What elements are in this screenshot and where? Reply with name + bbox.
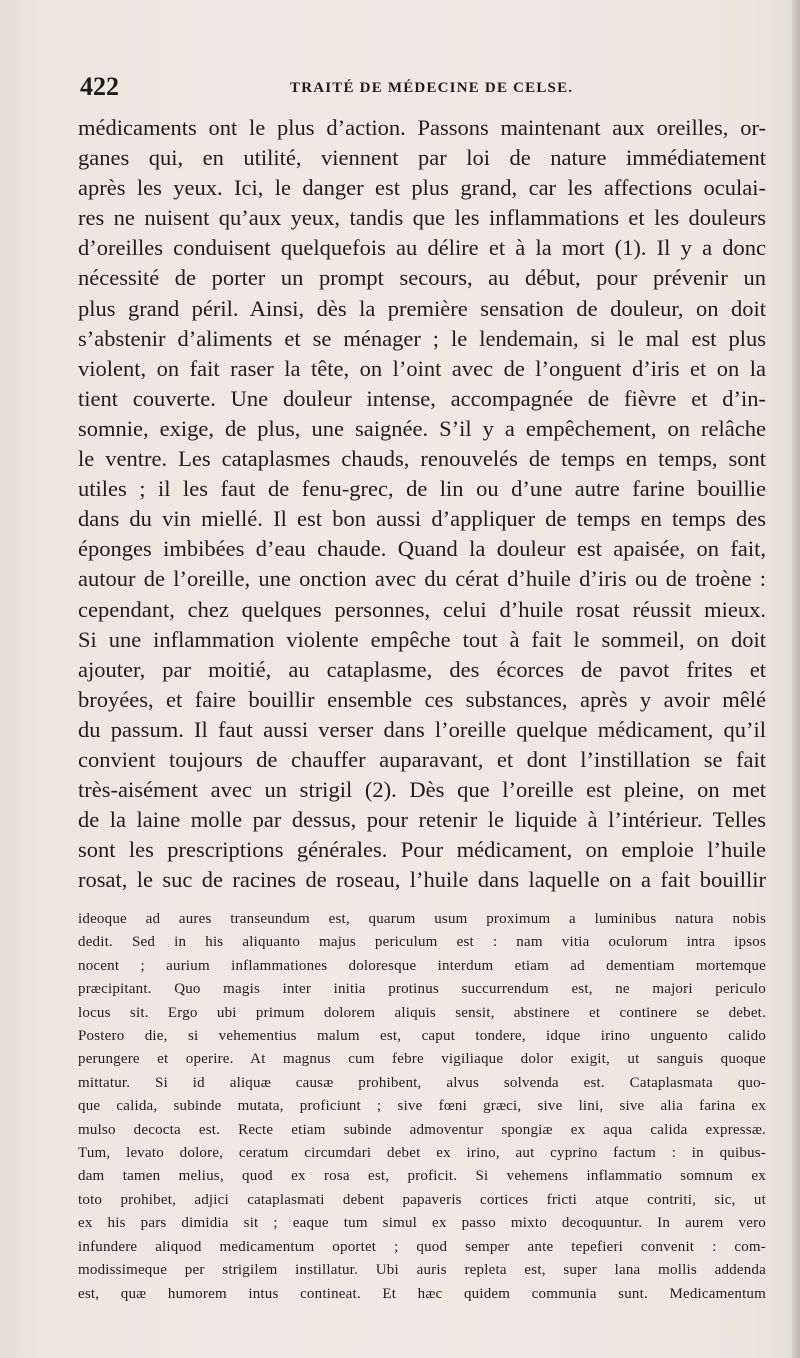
text-line: broyées, et faire bouillir ensemble ces substances, après y avoir mêlé [78, 686, 766, 712]
page-edge [792, 0, 800, 1358]
text-line: cependant, chez quelques personnes, celui d’huile rosat réussit mieux. [78, 596, 766, 622]
latin-line: modissimeque per strigilem instillatur. Ubi auris repleta est, super lana mollis addenda [78, 1262, 766, 1279]
text-line: utiles ; il les faut de fenu-grec, de lin ou d’une autre farine bouillie [78, 476, 766, 502]
text-line: après les yeux. Ici, le danger est plus grand, car les affections oculai- [78, 175, 766, 201]
latin-original-text [78, 908, 766, 1306]
latin-line: Tum, levato dolore, ceratum circumdari debet ex irino, aut cyprino factum : in quibus- [78, 1145, 766, 1162]
text-line: autour de l’oreille, une onction avec du cérat d’huile d’iris ou de troène : [78, 566, 766, 592]
latin-line: locus sit. Ergo ubi primum dolorem aliquis sensit, abstinere et continere se debet. [78, 1004, 766, 1021]
text-line: le ventre. Les cataplasmes chauds, renouvelés de temps en temps, sont [78, 446, 766, 472]
latin-line: ex his pars dimidia sit ; eaque tum simul ex passo mixto decoquuntur. In aurem vero [78, 1215, 766, 1232]
text-line: tient couverte. Une douleur intense, accompagnée de fièvre et d’in- [78, 385, 766, 411]
text-line: dans du vin miellé. Il est bon aussi d’appliquer de temps en temps des [78, 506, 766, 532]
latin-line: mittatur. Si id aliquæ causæ prohibent, alvus solvenda est. Cataplasmata quo- [78, 1074, 766, 1091]
latin-line: Postero die, si vehementius malum est, caput tondere, idque irino unguento calido [78, 1028, 766, 1045]
text-line: rosat, le suc de racines de roseau, l’huile dans laquelle on a fait bouillir [78, 867, 766, 893]
latin-line: toto prohibet, adjici cataplasmati debent papaveris cortices fricti atque contriti, sic, ut [78, 1191, 766, 1208]
latin-line: infundere aliquod medicamentum oportet ; quod semper ante tepefieri convenit : com- [78, 1238, 766, 1255]
latin-line: nocent ; aurium inflammationes doloresque interdum etiam ad dementiam mortemque [78, 957, 766, 974]
latin-line: præcipitant. Quo magis inter initia protinus succurrendum est, ne majori periculo [78, 981, 766, 998]
text-line: de la laine molle par dessus, pour retenir le liquide à l’intérieur. Telles [78, 807, 766, 833]
latin-line: mulso decocta est. Recte etiam subinde admoventur spongiæ ex aqua calida expressæ. [78, 1121, 766, 1138]
text-line: res ne nuisent qu’aux yeux, tandis que les inflammations et les douleurs [78, 205, 766, 231]
text-line: nécessité de porter un prompt secours, au début, pour prévenir un [78, 265, 766, 291]
latin-line: dam tamen melius, quod ex rosa est, proficit. Si vehemens inflammatio somnum ex [78, 1168, 766, 1185]
running-title: TRAITÉ DE MÉDECINE DE CELSE. [290, 80, 574, 96]
page-number: 422 [80, 72, 119, 101]
running-head [80, 72, 760, 102]
text-line: éponges imbibées d’eau chaude. Quand la douleur est apaisée, on fait, [78, 536, 766, 562]
latin-line: ideoque ad aures transeundum est, quarum usum proximum a luminibus natura nobis [78, 911, 766, 927]
latin-line: dedit. Sed in his aliquanto majus periculum est : nam vitia oculorum intra ipsos [78, 934, 766, 951]
text-line: violent, on fait raser la tête, on l’oint avec de l’onguent d’iris et on la [78, 355, 766, 381]
text-line: médicaments ont le plus d’action. Passons maintenant aux oreilles, or- [78, 115, 766, 140]
text-line: ganes qui, en utilité, viennent par loi de nature immédiatement [78, 145, 766, 171]
text-line: ajouter, par moitié, au cataplasme, des écorces de pavot frites et [78, 656, 766, 682]
text-line: très-aisément avec un strigil (2). Dès que l’oreille est pleine, on met [78, 777, 766, 803]
text-line: du passum. Il faut aussi verser dans l’oreille quelque médicament, qu’il [78, 716, 766, 742]
french-translation-text [78, 113, 766, 895]
text-line: s’abstenir d’aliments et se ménager ; le lendemain, si le mal est plus [78, 325, 766, 351]
text-line: somnie, exige, de plus, une saignée. S’il y a empêchement, on relâche [78, 415, 766, 441]
latin-line: perungere et operire. At magnus cum febre vigiliaque dolor exigit, ut sanguis quoque [78, 1051, 766, 1068]
text-line: d’oreilles conduisent quelquefois au délire et à la mort (1). Il y a donc [78, 235, 766, 261]
text-line: plus grand péril. Ainsi, dès la première sensation de douleur, on doit [78, 295, 766, 321]
text-line: Si une inflammation violente empêche tout à fait le sommeil, on doit [78, 626, 766, 652]
text-line: convient toujours de chauffer auparavant, et dont l’instillation se fait [78, 746, 766, 772]
latin-line: que calida, subinde mutata, proficiunt ; sive fœni græci, sive lini, sive alia farina ex [78, 1098, 766, 1115]
text-line: sont les prescriptions générales. Pour médicament, on emploie l’huile [78, 837, 766, 863]
latin-line: est, quæ humorem intus contineat. Et hæc quidem communia sunt. Medicamentum [78, 1285, 766, 1302]
